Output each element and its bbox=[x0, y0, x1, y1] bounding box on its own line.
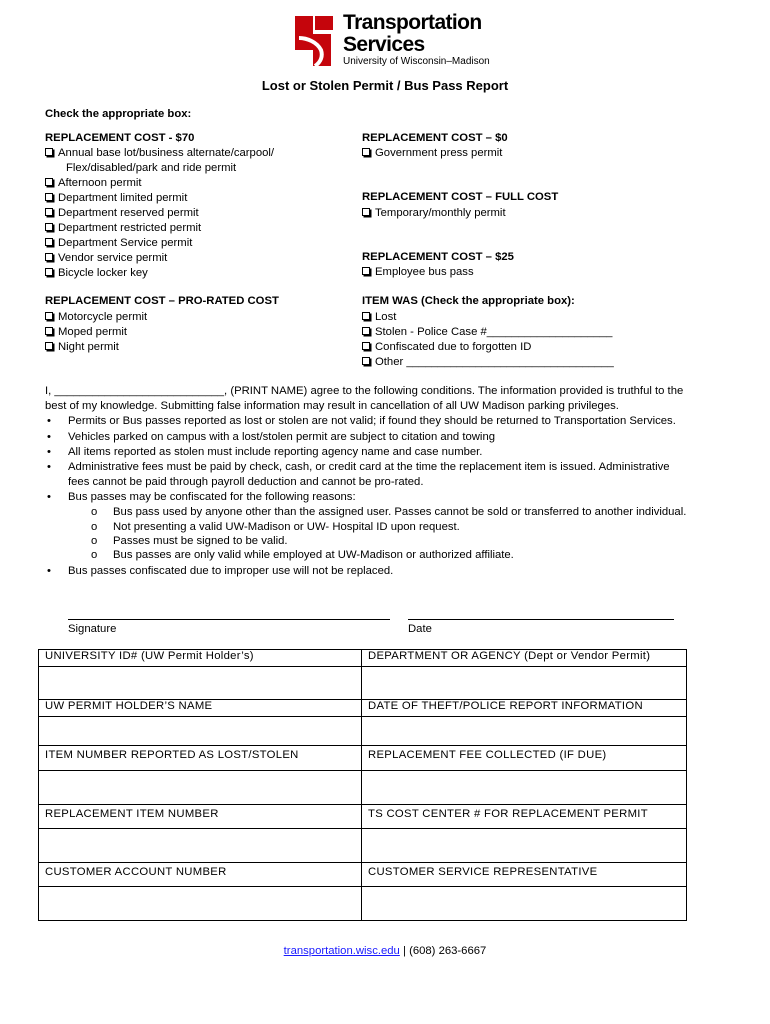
checkbox-icon[interactable] bbox=[362, 357, 370, 365]
table-header-row bbox=[39, 746, 687, 771]
checkbox-icon[interactable] bbox=[45, 223, 53, 231]
table-input-row bbox=[39, 887, 687, 921]
phone-number: (608) 263-6667 bbox=[409, 945, 487, 957]
right-group3-heading: REPLACEMENT COST – $25 bbox=[362, 251, 514, 263]
signature-line[interactable] bbox=[68, 619, 390, 620]
sub-bullet-text: Passes must be signed to be valid. bbox=[113, 535, 288, 547]
form-table bbox=[38, 649, 687, 921]
checkbox-item[interactable]: Employee bus pass bbox=[362, 265, 474, 280]
field-input[interactable] bbox=[362, 829, 687, 863]
bullet-text: Administrative fees must be paid by check, cash, or credit card at the time the replacement item is issued. Administrative bbox=[68, 461, 670, 473]
right-group2-heading: REPLACEMENT COST – FULL COST bbox=[362, 191, 559, 203]
bullet-text: Vehicles parked on campus with a lost/stolen permit are subject to citation and towing bbox=[68, 431, 496, 443]
checkbox-icon[interactable] bbox=[362, 342, 370, 350]
bullet-text: All items reported as stolen must include reporting agency name and case number. bbox=[68, 446, 483, 458]
checkbox-item[interactable]: Temporary/monthly permit bbox=[362, 206, 506, 221]
bullet-text: Bus passes confiscated due to improper use will not be replaced. bbox=[68, 565, 394, 577]
field-input[interactable] bbox=[362, 771, 687, 805]
field-input[interactable] bbox=[362, 887, 687, 921]
field-label: ITEM NUMBER REPORTED AS LOST/STOLEN bbox=[39, 746, 362, 771]
checkbox-icon[interactable] bbox=[45, 238, 53, 246]
checkbox-icon[interactable] bbox=[362, 267, 370, 275]
bullet-icon: • bbox=[47, 431, 51, 443]
table-input-row bbox=[39, 667, 687, 700]
bullet-text: Permits or Bus passes reported as lost or stolen are not valid; if found they should be returned to Transportation Services. bbox=[68, 415, 676, 427]
sub-bullet-text: Bus passes are only valid while employed at UW-Madison or authorized affiliate. bbox=[113, 549, 514, 561]
signature-label: Signature bbox=[68, 623, 117, 635]
sub-bullet-text: Bus pass used by anyone other than the assigned user. Passes cannot be sold or transferred to another individual. bbox=[113, 506, 687, 518]
checkbox-item[interactable]: Stolen - Police Case #____________________ bbox=[362, 325, 612, 340]
logo-title-line1: Transportation bbox=[343, 11, 482, 34]
checkbox-item-continued: Flex/disabled/park and ride permit bbox=[66, 162, 237, 174]
bullet-text-continued: fees cannot be paid through payroll deduction and cannot be pro-rated. bbox=[68, 476, 424, 488]
page-title: Lost or Stolen Permit / Bus Pass Report bbox=[261, 78, 509, 93]
checkbox-icon[interactable] bbox=[45, 178, 53, 186]
checkbox-icon[interactable] bbox=[362, 208, 370, 216]
field-input[interactable] bbox=[39, 717, 362, 746]
table-input-row bbox=[39, 717, 687, 746]
field-label: CUSTOMER SERVICE REPRESENTATIVE bbox=[362, 863, 687, 887]
checkbox-icon[interactable] bbox=[45, 342, 53, 350]
instruction-text: Check the appropriate box: bbox=[45, 108, 192, 120]
checkbox-icon[interactable] bbox=[45, 253, 53, 261]
checkbox-icon[interactable] bbox=[45, 312, 53, 320]
checkbox-item[interactable]: Other _________________________________ bbox=[362, 355, 614, 370]
sub-bullet-icon: o bbox=[91, 521, 98, 533]
right-group4-heading: ITEM WAS (Check the appropriate box): bbox=[362, 295, 575, 307]
field-label: UW PERMIT HOLDER’S NAME bbox=[39, 700, 362, 717]
checkbox-item[interactable]: Moped permit bbox=[45, 325, 127, 340]
table-input-row bbox=[39, 771, 687, 805]
checkbox-item[interactable]: Bicycle locker key bbox=[45, 266, 148, 281]
table-header-row bbox=[39, 650, 687, 667]
footer-separator: | bbox=[402, 945, 406, 957]
bullet-icon: • bbox=[47, 415, 51, 427]
checkbox-icon[interactable] bbox=[45, 193, 53, 201]
checkbox-icon[interactable] bbox=[45, 268, 53, 276]
sub-bullet-icon: o bbox=[91, 535, 98, 547]
bullet-icon: • bbox=[47, 491, 51, 503]
bullet-icon: • bbox=[47, 565, 51, 577]
checkbox-item[interactable]: Lost bbox=[362, 310, 396, 325]
table-header-row bbox=[39, 700, 687, 717]
bullet-icon: • bbox=[47, 461, 51, 473]
date-line[interactable] bbox=[408, 619, 674, 620]
field-label: UNIVERSITY ID# (UW Permit Holder’s) bbox=[39, 650, 362, 667]
field-input[interactable] bbox=[39, 667, 362, 700]
footer bbox=[0, 945, 770, 957]
checkbox-item[interactable]: Confiscated due to forgotten ID bbox=[362, 340, 531, 355]
field-label: CUSTOMER ACCOUNT NUMBER bbox=[39, 863, 362, 887]
sub-bullet-text: Not presenting a valid UW-Madison or UW- Hospital ID upon request. bbox=[113, 521, 460, 533]
transportation-services-logo bbox=[293, 14, 337, 68]
checkbox-item[interactable]: Government press permit bbox=[362, 146, 502, 161]
logo-subtitle: University of Wisconsin–Madison bbox=[343, 56, 490, 67]
field-label: DEPARTMENT OR AGENCY (Dept or Vendor Permit) bbox=[362, 650, 687, 667]
field-input[interactable] bbox=[39, 771, 362, 805]
checkbox-icon[interactable] bbox=[362, 148, 370, 156]
agreement-line2: best of my knowledge. Submitting false information may result in cancellation of all UW Madison parking privileges. bbox=[45, 400, 619, 412]
sub-bullet-icon: o bbox=[91, 549, 98, 561]
field-label: TS COST CENTER # FOR REPLACEMENT PERMIT bbox=[362, 805, 687, 829]
checkbox-icon[interactable] bbox=[362, 327, 370, 335]
bullet-icon: • bbox=[47, 446, 51, 458]
field-label: DATE OF THEFT/POLICE REPORT INFORMATION bbox=[362, 700, 687, 717]
checkbox-item[interactable]: Night permit bbox=[45, 340, 119, 355]
logo-title-line2: Services bbox=[343, 33, 425, 56]
bullet-text: Bus passes may be confiscated for the following reasons: bbox=[68, 491, 356, 503]
field-label: REPLACEMENT ITEM NUMBER bbox=[39, 805, 362, 829]
checkbox-item[interactable]: Department restricted permit bbox=[45, 221, 201, 236]
checkbox-icon[interactable] bbox=[45, 148, 53, 156]
field-input[interactable] bbox=[39, 887, 362, 921]
field-label: REPLACEMENT FEE COLLECTED (IF DUE) bbox=[362, 746, 687, 771]
checkbox-item[interactable]: Department reserved permit bbox=[45, 206, 199, 221]
date-label: Date bbox=[408, 623, 432, 635]
checkbox-item[interactable]: Vendor service permit bbox=[45, 251, 167, 266]
checkbox-item[interactable]: Afternoon permit bbox=[45, 176, 142, 191]
sub-bullet-icon: o bbox=[91, 506, 98, 518]
agreement-line1: I, ___________________________, (PRINT NAME) agree to the following conditions. The information provided is truthful to the bbox=[45, 385, 684, 397]
table-input-row bbox=[39, 829, 687, 863]
left-group1-heading: REPLACEMENT COST - $70 bbox=[45, 132, 195, 144]
checkbox-item[interactable]: Motorcycle permit bbox=[45, 310, 147, 325]
checkbox-icon[interactable] bbox=[45, 327, 53, 335]
left-group2-heading: REPLACEMENT COST – PRO-RATED COST bbox=[45, 295, 279, 307]
field-input[interactable] bbox=[362, 667, 687, 700]
checkbox-item[interactable]: Annual base lot/business alternate/carpool/ bbox=[45, 146, 274, 161]
right-group1-heading: REPLACEMENT COST – $0 bbox=[362, 132, 508, 144]
checkbox-item[interactable]: Department limited permit bbox=[45, 191, 187, 206]
checkbox-item[interactable]: Department Service permit bbox=[45, 236, 192, 251]
table-header-row bbox=[39, 805, 687, 829]
checkbox-icon[interactable] bbox=[362, 312, 370, 320]
checkbox-icon[interactable] bbox=[45, 208, 53, 216]
field-input[interactable] bbox=[362, 717, 687, 746]
field-input[interactable] bbox=[39, 829, 362, 863]
website-link[interactable]: transportation.wisc.edu bbox=[283, 945, 400, 957]
table-header-row bbox=[39, 863, 687, 887]
